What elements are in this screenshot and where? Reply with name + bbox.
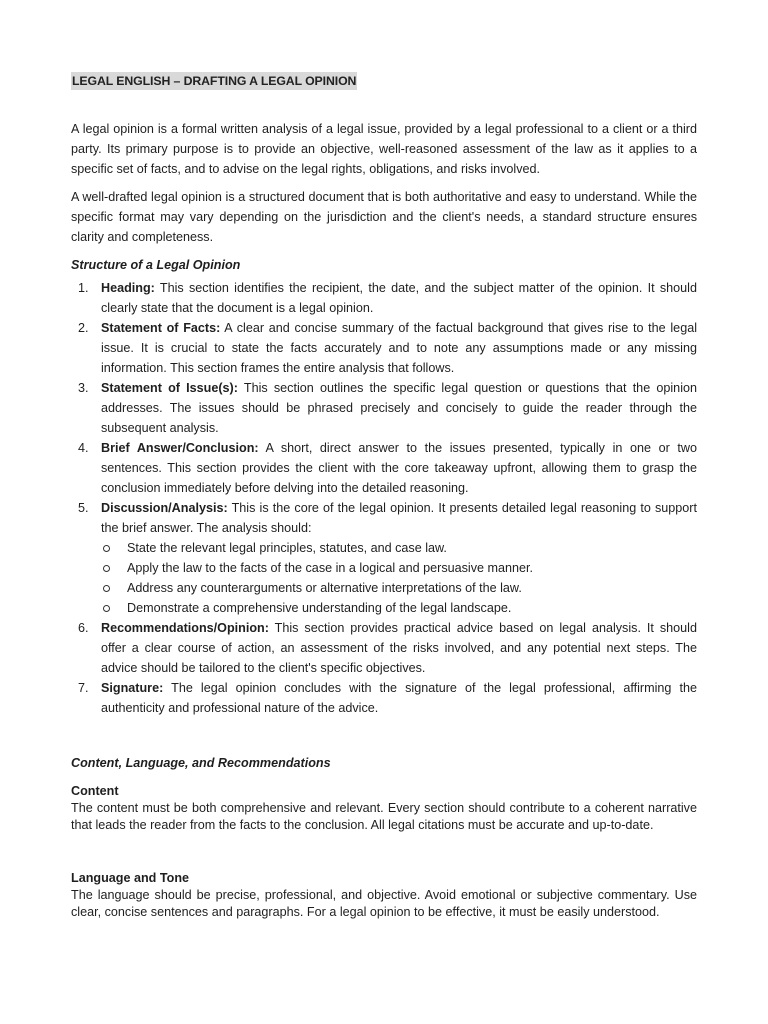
structure-list	[71, 278, 697, 718]
structure-item-heading	[71, 278, 697, 318]
bullet-text: Apply the law to the facts of the case in a logical and persuasive manner.	[127, 561, 534, 575]
language-paragraph: The language should be precise, professional, and objective. Avoid emotional or subjective commentary. Use clear, concise sentences and paragraphs. For a legal opinion to be effective, it must be easily understood.	[71, 888, 697, 920]
intro-paragraph-1: A legal opinion is a formal written analysis of a legal issue, provided by a legal professional to a client or a third party. Its primary purpose is to provide an objective, well-reasoned assessment of the law as it applies to a specific set of facts, and to advise on the legal rights, obligations, and risks involved.	[71, 122, 697, 176]
item-text: A clear and concise summary of the factual background that gives rise to the legal issue. It is crucial to state the facts accurately and to note any assumptions made or any missing information. This section frames the entire analysis that follows.	[101, 321, 697, 375]
analysis-bullet-list	[101, 538, 697, 618]
circle-bullet-icon	[103, 565, 110, 572]
structure-heading: Structure of a Legal Opinion	[71, 258, 241, 272]
item-number: 3.	[78, 381, 89, 395]
item-term: Signature:	[101, 681, 164, 695]
item-term: Statement of Issue(s):	[101, 381, 238, 395]
bullet-text: Demonstrate a comprehensive understanding of the legal landscape.	[127, 601, 512, 615]
language-heading: Language and Tone	[71, 871, 190, 885]
structure-item-brief-answer	[71, 438, 697, 498]
item-term: Brief Answer/Conclusion:	[101, 441, 259, 455]
item-number: 2.	[78, 321, 89, 335]
intro-paragraph-2: A well-drafted legal opinion is a structured document that is both authoritative and easy to understand. While the specific format may vary depending on the jurisdiction and the client's needs, a standard structure ensures clarity and completeness.	[71, 190, 697, 244]
item-text: The legal opinion concludes with the signature of the legal professional, affirming the authenticity and professional nature of the advice.	[101, 681, 697, 715]
structure-item-statement-of-facts	[71, 318, 697, 378]
item-number: 4.	[78, 441, 89, 455]
bullet-text: Address any counterarguments or alternative interpretations of the law.	[127, 581, 522, 595]
document-title: LEGAL ENGLISH – DRAFTING A LEGAL OPINION	[72, 74, 357, 88]
bullet-text: State the relevant legal principles, statutes, and case law.	[127, 541, 447, 555]
item-number: 6.	[78, 621, 89, 635]
analysis-bullet	[101, 578, 697, 598]
item-term: Heading:	[101, 281, 155, 295]
analysis-bullet	[101, 538, 697, 558]
item-term: Recommendations/Opinion:	[101, 621, 269, 635]
analysis-bullet	[101, 598, 697, 618]
structure-item-signature	[71, 678, 697, 718]
content-paragraph: The content must be both comprehensive and relevant. Every section should contribute to a coherent narrative that leads the reader from the facts to the conclusion. All legal citations must be accurate and up-to-date.	[71, 801, 697, 833]
circle-bullet-icon	[103, 585, 110, 592]
item-text: This section identifies the recipient, the date, and the subject matter of the opinion. It should clearly state that the document is a legal opinion.	[101, 281, 697, 315]
item-text: This section provides practical advice based on legal analysis. It should offer a clear course of action, an assessment of the risks involved, and any potential next steps. The advice should be tailored to the client's specific objectives.	[101, 621, 697, 675]
content-section-heading: Content, Language, and Recommendations	[71, 756, 331, 770]
item-text: This section outlines the specific legal question or questions that the opinion addresses. The issues should be phrased precisely and concisely to guide the reader through the subsequent analysis.	[101, 381, 697, 435]
item-text: This is the core of the legal opinion. It presents detailed legal reasoning to support the brief answer. The analysis should:	[101, 501, 697, 535]
item-number: 1.	[78, 281, 89, 295]
structure-item-statement-of-issues	[71, 378, 697, 438]
item-text: A short, direct answer to the issues presented, typically in one or two sentences. This section provides the client with the core takeaway upfront, allowing them to grasp the conclusion immediately before delving into the detailed reasoning.	[101, 441, 697, 495]
item-number: 5.	[78, 501, 89, 515]
structure-item-recommendations	[71, 618, 697, 678]
item-number: 7.	[78, 681, 89, 695]
analysis-bullet	[101, 558, 697, 578]
item-term: Discussion/Analysis:	[101, 501, 228, 515]
content-heading: Content	[71, 784, 119, 798]
item-term: Statement of Facts:	[101, 321, 221, 335]
structure-item-discussion	[71, 498, 697, 618]
circle-bullet-icon	[103, 605, 110, 612]
circle-bullet-icon	[103, 545, 110, 552]
